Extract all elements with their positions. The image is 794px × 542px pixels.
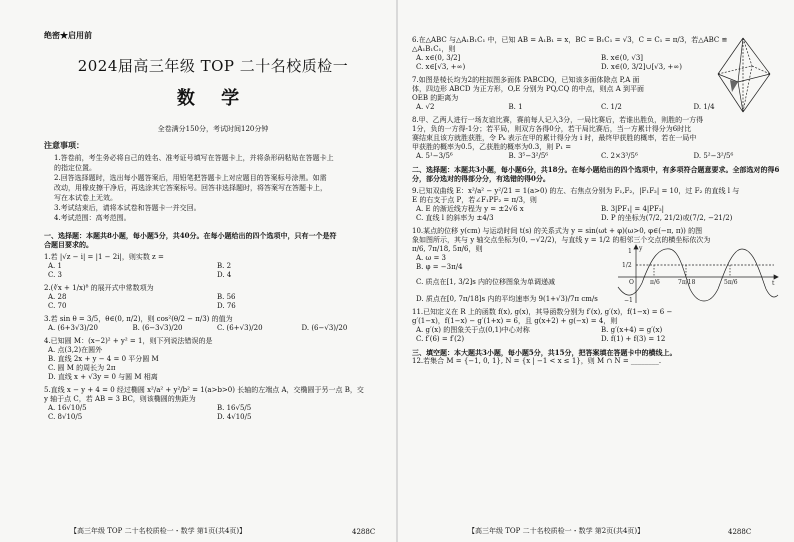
question-6: 6.在△ABC 与△A₁B₁C₁ 中，已知 AB = A₁B₁ = x，BC = B₁C₁ = √3，C = C₁ = π/3，若△ABC ≌ bbox=[412, 36, 728, 44]
question-5: 5.直线 x − y + 4 = 0 经过椭圆 x²/a² + y²/b² = 1(a>b>0) 长轴的左端点 A，交椭圆于另一点 B，交 bbox=[44, 386, 364, 394]
graph-label-half: 1/2 bbox=[622, 262, 632, 269]
sine-graph-figure bbox=[614, 243, 782, 305]
q6-option-c: C. x∈[√3, +∞) bbox=[416, 63, 466, 71]
q10-option-a: A. ω = 3 bbox=[416, 254, 446, 262]
q11-option-b: B. g′(x+4) = g′(x) bbox=[601, 326, 663, 334]
page-1 bbox=[0, 0, 396, 542]
note-line: 的指定位置。 bbox=[54, 164, 96, 172]
question-6-cont: △A₁B₁C₁，则 bbox=[412, 45, 456, 53]
q8-option-d: D. 5²−3²/5⁶ bbox=[693, 152, 734, 160]
q3-option-a: A. (6+3√3)/20 bbox=[48, 324, 98, 332]
q7-option-a: A. √2 bbox=[416, 103, 435, 111]
question-1: 1.若 |√z − i| = |1 − 2i|，则实数 z = bbox=[44, 253, 164, 261]
q7-option-d: D. 1/4 bbox=[693, 103, 715, 111]
q2-option-b: B. 56 bbox=[217, 293, 236, 301]
q5-option-d: D. 4√10/5 bbox=[217, 413, 252, 421]
page-2-footer: 【高三年级 TOP 二十名校质检一・数学 第2页(共4页)】 bbox=[468, 527, 645, 535]
section-2-heading: 二、选择题：本题共3小题，每小题6分，共18分。在每小题给出的四个选项中，有多项符合题意要求。全部选对的得6分，部分选对的得部分分，有选错的得0分。 bbox=[412, 165, 780, 183]
question-7: 7.如图是棱长均为2的柱拟图多面体 PABCDQ，已知该多面体除点 P,A 面 bbox=[412, 76, 640, 84]
graph-label-neg1: −1 bbox=[624, 297, 633, 304]
question-11: 11.已知定义在 R 上的函数 f(x), g(x)，其导函数分别为 f′(x), g′(x)，f(1−x) = 6 − bbox=[412, 308, 673, 316]
q6-option-d: D. x∈(0, 3/2]∪[√3, +∞) bbox=[601, 63, 682, 71]
note-line: 2.回答选择题时，选出每小题答案后，用铅笔把答题卡上对应题目的答案标号涂黑。如需 bbox=[54, 174, 327, 182]
section-1-heading: 一、选择题：本题共8小题，每小题5分，共40分。在每小题给出的四个选项中，只有一个是符 bbox=[44, 231, 337, 240]
q5-option-b: B. 16√5/5 bbox=[217, 404, 252, 412]
note-line: 3.考试结束后，请将本试卷和答题卡一并交回。 bbox=[54, 204, 201, 212]
question-8-cont2: 赛结束且该方就胜获胜，令 Pₖ 表示在甲的累计得分为 i 时，最终甲获胜的概率，若在一局中 bbox=[412, 134, 697, 142]
q3-option-b: B. (6−3√3)/20 bbox=[132, 324, 183, 332]
q6-option-b: B. x∈(0, √3] bbox=[601, 54, 644, 62]
q11-option-c: C. f′(6) = f′(2) bbox=[416, 335, 465, 343]
graph-label-5pi6: 5π/6 bbox=[724, 279, 738, 286]
section-1-heading-cont: 合题目要求的。 bbox=[44, 240, 93, 249]
q8-option-a: A. 5¹−3/5⁶ bbox=[416, 152, 453, 160]
page-1-code: 4288C bbox=[352, 528, 376, 536]
page-2 bbox=[398, 0, 794, 542]
page-1-footer: 【高三年级 TOP 二十名校质检一・数学 第1页(共4页)】 bbox=[70, 527, 247, 535]
question-8-cont3: 甲获胜的概率为0.5，乙获胜的概率为0.3，则 P₁ = bbox=[412, 143, 572, 151]
q2-option-d: D. 76 bbox=[217, 302, 236, 310]
q4-option-c: C. 圆 M 的周长为 2π bbox=[48, 364, 116, 372]
q9-option-d: D. P 的坐标为(7/2, 21/2)或(7/2, −21/2) bbox=[601, 214, 733, 222]
q10-option-c: C. 质点在[1, 3/2]s 内的位移图象为单调递减 bbox=[416, 278, 556, 286]
q8-option-b: B. 3⁵−3²/5⁶ bbox=[508, 152, 549, 160]
graph-label-7pi18: 7π/18 bbox=[678, 279, 696, 286]
note-line: 4.考试范围：高考范围。 bbox=[54, 214, 131, 222]
question-10-cont: 象如图所示，其与 y 轴交点坐标为(0, −√2/2)，与直线 y = 1/2 的相邻三个交点的横坐标依次为 bbox=[412, 236, 711, 244]
secret-label: 绝密★启用前 bbox=[44, 30, 92, 40]
q3-option-d: D. (6−√3)/20 bbox=[301, 324, 348, 332]
question-8-cont: 1分，负的一方得-1分；若平局，则双方各得0分，若干局比赛后，当一方累计得分为6时比 bbox=[412, 125, 692, 133]
q7-option-b: B. 1 bbox=[508, 103, 523, 111]
q10-option-b: B. φ = −3π/4 bbox=[416, 263, 463, 271]
note-line: 改动，用橡皮擦干净后，再选涂其它答案标号。回答非选择题时，将答案写在答题卡上， bbox=[54, 184, 327, 192]
question-12: 12.若集合 M = {−1, 0, 1}, N = {x | −1 < x ≤ 1}，则 M ∩ N = ________. bbox=[412, 357, 662, 365]
note-line: 写在本试卷上无效。 bbox=[54, 194, 117, 202]
graph-label-pi6: π/6 bbox=[650, 279, 660, 286]
q5-option-a: A. 16√10/5 bbox=[48, 404, 87, 412]
q9-option-b: B. 3|PF₁| = 4|PF₂| bbox=[601, 205, 664, 213]
question-7-cont: 体，四边形 ABCD 为正方形，O,E 分别为 PQ,CQ 的中点，则点 A 到平面 bbox=[412, 85, 645, 93]
question-10: 10.某点的位移 y(cm) 与运动时间 t(s) 的关系式为 y = sin(ωt + φ)(ω>0, φ∈(−π, π)) 的图 bbox=[412, 227, 703, 235]
q1-option-b: B. 2 bbox=[217, 262, 232, 270]
q1-option-d: D. 4 bbox=[217, 271, 232, 279]
q5-option-c: C. 8√10/5 bbox=[48, 413, 83, 421]
page-2-code: 4288C bbox=[728, 528, 752, 536]
question-8: 8.甲、乙两人进行一场友谊比赛，赛前每人记入3分，一局比赛后，若谁出胜负，则胜的一方得 bbox=[412, 116, 704, 124]
q11-option-d: D. f(1) + f(3) = 12 bbox=[601, 335, 666, 343]
note-line: 1.答卷前，考生务必将自己的姓名、准考证号填写在答题卡上，并将条形码粘贴在答题卡上 bbox=[54, 154, 334, 162]
question-2: 2.(∛x + 1/x)⁸ 的展开式中常数项为 bbox=[44, 284, 154, 292]
graph-label-1: 1 bbox=[628, 248, 632, 255]
notes-heading: 注意事项： bbox=[44, 140, 84, 150]
q1-option-c: C. 3 bbox=[48, 271, 63, 279]
graph-label-y: y bbox=[639, 245, 643, 252]
q4-option-d: D. 直线 x + √3y = 0 与圆 M 相离 bbox=[48, 373, 158, 381]
question-11-cont: g′(1−x)，f(1−x) − g′(1+x) = 6，且 g(x+2) + g(−x) = 4，则 bbox=[412, 317, 618, 325]
q7-option-c: C. 1/2 bbox=[601, 103, 622, 111]
exam-title: 2024届高三年级 TOP 二十名校质检一 bbox=[77, 57, 349, 75]
question-3: 3.若 sin θ = 3/5，θ∈(0, π/2)，则 cos²(θ/2 − π/3) 的值为 bbox=[44, 315, 233, 323]
polyhedron-figure bbox=[708, 34, 778, 116]
notes-list bbox=[44, 153, 382, 223]
subject-title: 数 学 bbox=[176, 88, 250, 109]
q11-option-a: A. g′(x) 的图象关于点(0,1)中心对称 bbox=[416, 326, 530, 334]
question-9: 9.已知双曲线 E：x²/a² − y²/21 = 1(a>0) 的左、右焦点分别为 F₁,F₂，|F₁F₂| = 10，过 F₂ 的直线 l 与 bbox=[412, 187, 740, 195]
question-10-cont2: π/6, 7π/18, 5π/6，则 bbox=[412, 245, 483, 253]
question-4: 4.已知圆 M：(x−2)² + y² = 1，则下列说法错误的是 bbox=[44, 337, 213, 345]
q3-option-c: C. (6+√3)/20 bbox=[217, 324, 263, 332]
question-5-cont: y 轴于点 C，若 AB = 3 BC，则该椭圆的焦距为 bbox=[44, 395, 196, 403]
q10-option-d: D. 质点在[0, 7π/18]s 内的平均速率为 9(1+√3)/7π cm/s bbox=[416, 295, 598, 303]
q9-option-a: A. E 的渐近线方程为 y = ±2√6 x bbox=[416, 205, 524, 213]
q4-option-b: B. 直线 2x + y − 4 = 0 平分圆 M bbox=[48, 355, 159, 363]
q6-option-a: A. x∈(0, 3/2] bbox=[416, 54, 461, 62]
question-9-cont: E 的右支于点 P，若∠F₁PF₂ = π/3，则 bbox=[412, 196, 537, 204]
graph-label-origin: O bbox=[629, 279, 634, 286]
q2-option-a: A. 28 bbox=[48, 293, 67, 301]
question-7-cont2: OEB 的距离为 bbox=[412, 94, 459, 102]
section-3-heading: 三、填空题：本大题共3小题，每小题5分，共15分，把答案填在答题卡中的横线上。 bbox=[412, 348, 677, 357]
q8-option-c: C. 2×3³/5⁶ bbox=[601, 152, 638, 160]
q9-option-c: C. 直线 l 的斜率为 ±4/3 bbox=[416, 214, 494, 222]
q1-option-a: A. 1 bbox=[48, 262, 62, 270]
q2-option-c: C. 70 bbox=[48, 302, 67, 310]
graph-label-t: t bbox=[772, 280, 775, 287]
q4-option-a: A. 点(3,2)在圆外 bbox=[48, 346, 103, 354]
score-line: 全卷满分150分，考试时间120分钟 bbox=[157, 125, 269, 133]
